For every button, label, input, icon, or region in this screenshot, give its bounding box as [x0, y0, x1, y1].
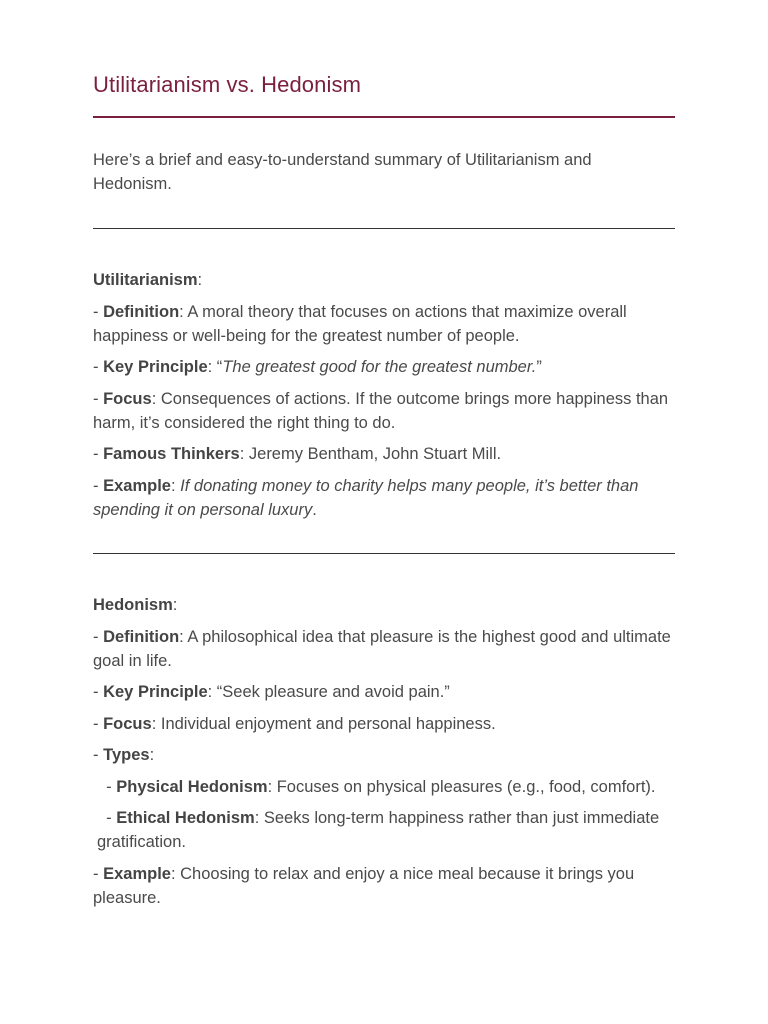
utilitarianism-example: - Example: If donating money to charity helps many people, it’s better than spending it on personal luxury.	[93, 476, 639, 519]
utilitarianism-thinkers: - Famous Thinkers: Jeremy Bentham, John Stuart Mill.	[93, 445, 502, 463]
hedonism-example: - Example: Choosing to relax and enjoy a nice meal because it brings you pleasure.	[93, 864, 635, 907]
hedonism-section	[93, 593, 675, 917]
utilitarianism-definition: - Definition: A moral theory that focuses on actions that maximize overall happiness or well-being for the greatest number of people.	[93, 302, 627, 345]
section-divider	[93, 553, 675, 554]
utilitarianism-key-principle: - Key Principle: “The greatest good for the greatest number.”	[93, 358, 542, 376]
title-divider	[93, 116, 675, 118]
hedonism-focus: - Focus: Individual enjoyment and personal happiness.	[93, 714, 496, 733]
utilitarianism-heading: Utilitarianism:	[93, 271, 203, 289]
utilitarianism-section	[93, 268, 675, 529]
intro-paragraph: Here’s a brief and easy-to-understand summary of Utilitarianism and Hedonism.	[93, 151, 592, 193]
section-divider	[93, 228, 675, 229]
hedonism-definition: - Definition: A philosophical idea that pleasure is the highest good and ultimate goal in life.	[93, 627, 671, 670]
hedonism-ethical: - Ethical Hedonism: Seeks long-term happiness rather than just immediate gratification.	[97, 809, 660, 851]
hedonism-key-principle: - Key Principle: “Seek pleasure and avoid pain.”	[93, 683, 450, 701]
hedonism-heading: Hedonism:	[93, 596, 178, 614]
hedonism-types: - Types:	[93, 746, 155, 764]
hedonism-physical: - Physical Hedonism: Focuses on physical pleasures (e.g., food, comfort).	[97, 777, 656, 796]
utilitarianism-focus: - Focus: Consequences of actions. If the outcome brings more happiness than harm, it’s considered the right thing to do.	[93, 389, 669, 432]
document-title: Utilitarianism vs. Hedonism	[93, 72, 361, 97]
